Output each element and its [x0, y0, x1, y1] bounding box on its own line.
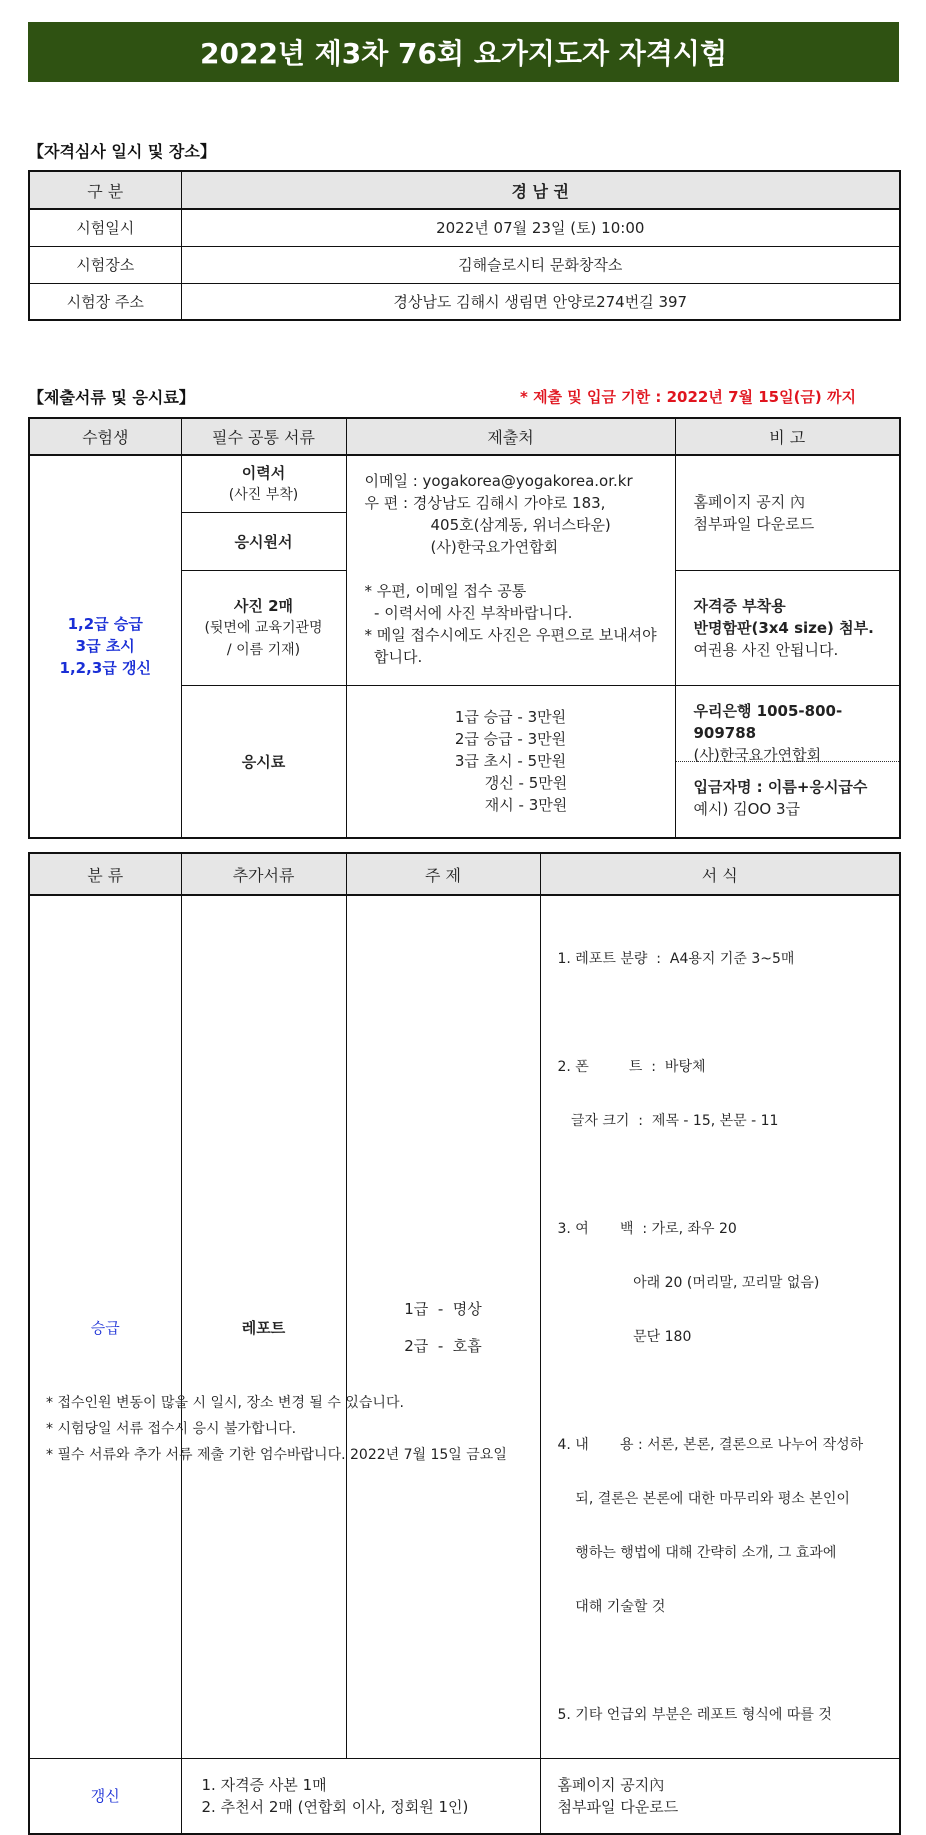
footnotes: [46, 1390, 507, 1468]
footnote: * 접수인원 변동이 많을 시 일시, 장소 변경 될 수 있습니다.: [46, 1395, 404, 1411]
remark-photo-3: 여권용 사진 안됩니다.: [693, 640, 839, 659]
remark-depositor-1: 입금자명 : 이름+응시급수: [693, 777, 868, 796]
header-classification: 분 류: [29, 853, 181, 895]
candidate-types: [29, 455, 181, 838]
format-line: 1. 레포트 분량 : A4용지 기준 3~5매: [557, 951, 795, 967]
doc-photo-note-2: / 이름 기재): [226, 641, 301, 658]
submit-note-4: 합니다.: [364, 648, 423, 666]
submit-note-2: - 이력서에 사진 부착바랍니다.: [364, 604, 573, 622]
fee-item: 재시 - 3만원: [484, 796, 568, 814]
candidate-3: 1,2,3급 갱신: [59, 659, 151, 678]
section1-heading: 【자격심사 일시 및 장소】: [28, 142, 216, 161]
format-line: 3. 여 백 : 가로, 좌우 20: [557, 1221, 737, 1237]
candidate-2: 3급 초시: [75, 637, 135, 656]
category-promotion: 승급: [29, 895, 181, 1759]
renewal-remark-1: 홈페이지 공지內: [557, 1775, 665, 1794]
category-renewal: 갱신: [29, 1759, 181, 1834]
fee-list: [346, 685, 675, 838]
doc-application: 응시원서: [181, 512, 346, 570]
remark-photo-2: 반명함판(3x4 size) 첨부.: [693, 618, 874, 637]
remark-homepage: [675, 455, 900, 570]
doc-resume-label: 이력서: [241, 463, 286, 482]
submit-to-cell: [346, 455, 675, 685]
remark-bank: [676, 686, 900, 762]
format-line: 4. 내 용 : 서론, 본론, 결론으로 나누어 작성하: [557, 1437, 864, 1453]
header-format: 서 식: [540, 853, 900, 895]
submit-note-1: * 우편, 이메일 접수 공통: [364, 582, 527, 600]
topic-level-2: 2급 - 호흡: [404, 1336, 482, 1355]
report-format: [540, 895, 900, 1759]
doc-resume: [181, 455, 346, 512]
row-label-date: 시험일시: [29, 209, 181, 246]
fee-item: 1급 승급 - 3만원: [454, 708, 567, 726]
format-line: 문단 180: [557, 1329, 692, 1345]
header-region: 경 남 권: [181, 171, 900, 209]
renewal-remark: [540, 1759, 900, 1834]
renewal-doc-2: 2. 추천서 2매 (연합회 이사, 정회원 1인): [201, 1797, 469, 1816]
doc-fee: 응시료: [181, 685, 346, 838]
deadline-note: * 제출 및 입금 기한 : 2022년 7월 15일(금) 까지: [520, 388, 856, 406]
renewal-docs: [181, 1759, 540, 1834]
format-line: 대해 기술할 것: [557, 1599, 666, 1615]
format-line: 행하는 행법에 대해 간략히 소개, 그 효과에: [557, 1545, 837, 1561]
header-category: 구 분: [29, 171, 181, 209]
header-additional-docs: 추가서류: [181, 853, 346, 895]
renewal-remark-2: 첨부파일 다운로드: [557, 1797, 679, 1816]
topic-level-1: 1급 - 명상: [404, 1299, 482, 1318]
remark-photo: [675, 570, 900, 685]
row-label-address: 시험장 주소: [29, 283, 181, 320]
footnote: * 필수 서류와 추가 서류 제출 기한 엄수바랍니다. 2022년 7월 15일 금요일: [46, 1447, 507, 1463]
row-value-date: 2022년 07월 23일 (토) 10:00: [181, 209, 900, 246]
exam-schedule-table: [28, 170, 901, 321]
doc-photo-label: 사진 2매: [233, 596, 294, 615]
fee-item: 2급 승급 - 3만원: [454, 730, 567, 748]
format-line: 2. 폰 트 : 바탕체: [557, 1059, 706, 1075]
row-label-venue: 시험장소: [29, 246, 181, 283]
remark-bank-1: 우리은행 1005-800-909788: [693, 701, 843, 742]
row-value-venue: 김해슬로시티 문화창작소: [181, 246, 900, 283]
doc-resume-note: (사진 부착): [228, 486, 299, 503]
submit-post-2: 405호(삼계동, 위너스타운): [430, 516, 611, 534]
fee-item: 3급 초시 - 5만원: [454, 752, 567, 770]
header-remarks: 비 고: [675, 418, 900, 455]
remark-photo-1: 자격증 부착용: [693, 596, 786, 615]
documents-fee-table: [28, 417, 901, 839]
doc-report: 레포트: [181, 895, 346, 1759]
report-topics: [346, 895, 540, 1759]
remark-payment: [675, 685, 900, 838]
header-topic: 주 제: [346, 853, 540, 895]
row-value-address: 경상남도 김해시 생림면 안양로274번길 397: [181, 283, 900, 320]
submit-email: 이메일 : yogakorea@yogakorea.or.kr: [364, 472, 633, 490]
page-title: 2022년 제3차 76회 요가지도자 자격시험: [28, 22, 899, 82]
remark-depositor-2: 예시) 김OO 3급: [693, 799, 801, 818]
remark-bank-2: (사)한국요가연합회: [693, 745, 822, 764]
header-candidate: 수험생: [29, 418, 181, 455]
remark-home-1: 홈페이지 공지 內: [693, 492, 805, 511]
additional-docs-table: [28, 852, 901, 1835]
remark-home-2: 첨부파일 다운로드: [693, 514, 815, 533]
section2-heading: 【제출서류 및 응시료】: [28, 388, 195, 407]
doc-photo-note-1: (뒷면에 교육기관명: [204, 619, 323, 636]
doc-photo: [181, 570, 346, 685]
header-submit-to: 제출처: [346, 418, 675, 455]
footnote: * 시험당일 서류 접수시 응시 불가합니다.: [46, 1421, 297, 1437]
submit-post-1: 우 편 : 경상남도 김해시 가야로 183,: [364, 494, 606, 512]
submit-post-3: (사)한국요가연합회: [430, 538, 559, 556]
format-line: 아래 20 (머리말, 꼬리말 없음): [557, 1275, 820, 1291]
header-required-docs: 필수 공통 서류: [181, 418, 346, 455]
format-line: 되, 결론은 본론에 대한 마무리와 평소 본인이: [557, 1491, 850, 1507]
remark-depositor: [676, 762, 900, 837]
format-line: 글자 크기 : 제목 - 15, 본문 - 11: [557, 1113, 779, 1129]
format-line: 5. 기타 언급외 부분은 레포트 형식에 따를 것: [557, 1707, 832, 1723]
submit-note-3: * 메일 접수시에도 사진은 우편으로 보내셔야: [364, 626, 657, 644]
renewal-doc-1: 1. 자격증 사본 1매: [201, 1775, 327, 1794]
candidate-1: 1,2급 승급: [67, 615, 143, 634]
fee-item: 갱신 - 5만원: [484, 774, 568, 792]
